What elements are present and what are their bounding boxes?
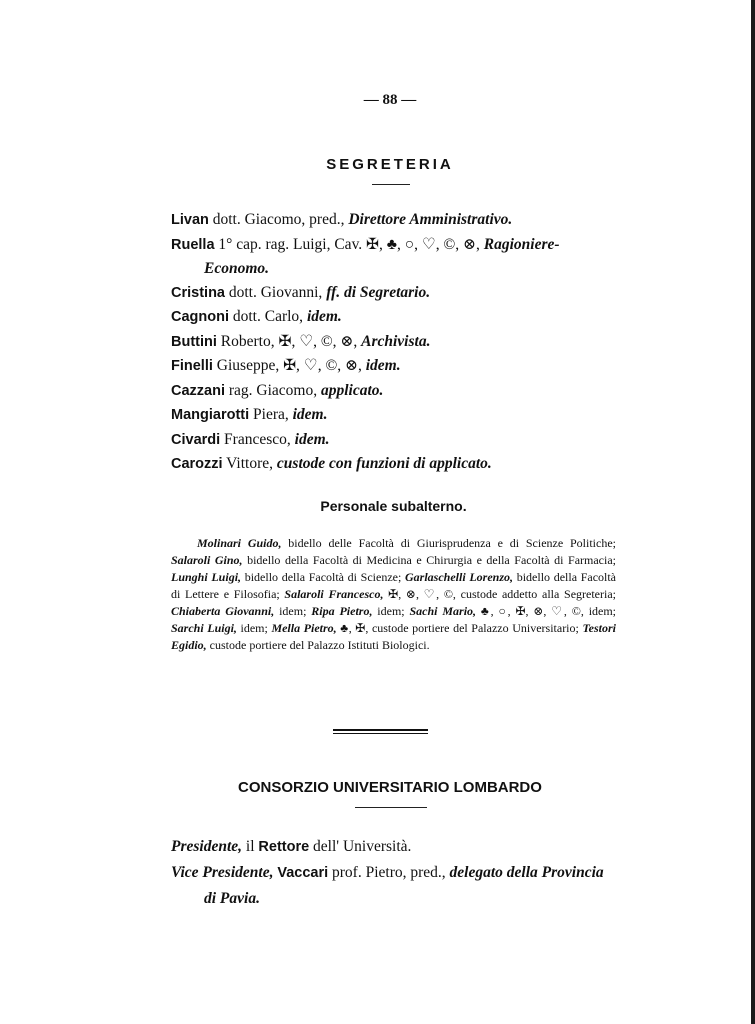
page-number: — 88 — [363,92,417,108]
staff-detail: idem; [274,604,312,618]
staff-entry: Livan dott. Giacomo, pred., Direttore Amministrativo. [171,211,513,228]
consorzio-text: il [242,838,259,855]
staff-name: Lunghi Luigi, [171,570,242,584]
subsection-title-personale: Personale subalterno. [320,498,467,514]
staff-entry: Cazzani rag. Giacomo, applicato. [171,381,384,399]
consorzio-role: Vice Presidente, [171,864,274,881]
staff-name: Testori Egidio, [171,621,616,652]
staff-name: Salaroli Gino, [171,553,243,567]
section-divider [333,729,428,734]
staff-name: Chiaberta Giovanni, [171,604,275,618]
consorzio-text: dell' Università. [309,838,412,855]
staff-entry: Civardi Francesco, idem. [171,430,330,448]
staff-detail: bidello della Facoltà di Scienze; [241,570,406,584]
staff-name: Sarchi Luigi, [171,621,237,635]
consorzio-entry [171,834,616,860]
consorzio-name: Rettore [258,839,310,855]
title-underline [355,807,427,808]
staff-detail: bidello della Facoltà di Medicina e Chirurgia e della Facoltà di Farmacia; [242,553,616,567]
staff-entry: Ruella 1° cap. rag. Luigi, Cav. ✠, ♣, ○, ♡, ©, ⊗, Ragioniere-Economo. [171,235,560,277]
consorzio-role: Presidente, [171,838,243,855]
staff-name: Ripa Pietro, [311,604,373,618]
section-title-segreteria: SEGRETERIA [326,156,454,173]
staff-detail: ♣, ✠, custode portiere del Palazzo Universitario; [336,621,583,635]
staff-detail: idem; [372,604,410,618]
segreteria-list [171,208,616,477]
staff-entry: Cristina dott. Giovanni, ff. di Segretario. [171,283,431,301]
staff-entry: Mangiarotti Piera, idem. [171,406,328,423]
staff-name: Salaroli Francesco, [284,587,384,601]
staff-detail: idem; [236,621,272,635]
staff-detail: ✠, ⊗, ♡, ©, custode addetto alla Segreteria; [383,587,616,601]
staff-detail: custode portiere del Palazzo Istituti Biologici. [206,638,430,652]
consorzio-text: prof. Pietro, pred., [328,864,450,881]
section-title-consorzio: CONSORZIO UNIVERSITARIO LOMBARDO [238,779,542,796]
staff-detail: bidello della Facoltà di Lettere e Filosofia; [171,570,617,601]
page-edge [751,0,755,1024]
staff-entry: Finelli Giuseppe, ✠, ♡, ©, ⊗, idem. [171,357,401,374]
consorzio-list [171,834,616,912]
staff-entry: Buttini Roberto, ✠, ♡, ©, ⊗, Archivista. [171,332,431,350]
title-underline [372,184,410,185]
staff-name: Mella Pietro, [271,621,337,635]
staff-name: Molinari Guido, [197,536,282,550]
staff-name: Sachi Mario, [409,604,477,618]
staff-entry: Carozzi Vittore, custode con funzioni di applicato. [171,455,492,472]
staff-name: Garlaschelli Lorenzo, [405,570,514,584]
staff-entry: Cagnoni dott. Carlo, idem. [171,308,342,325]
staff-detail: ♣, ○, ✠, ⊗, ♡, ©, idem; [476,604,617,618]
consorzio-name: Vaccari [277,865,329,881]
personale-paragraph [171,535,616,654]
staff-detail: bidello delle Facoltà di Giurisprudenza e di Scienze Politiche; [281,536,616,550]
consorzio-entry [171,860,616,912]
consorzio-role: delegato della Provincia di Pavia. [204,864,604,907]
